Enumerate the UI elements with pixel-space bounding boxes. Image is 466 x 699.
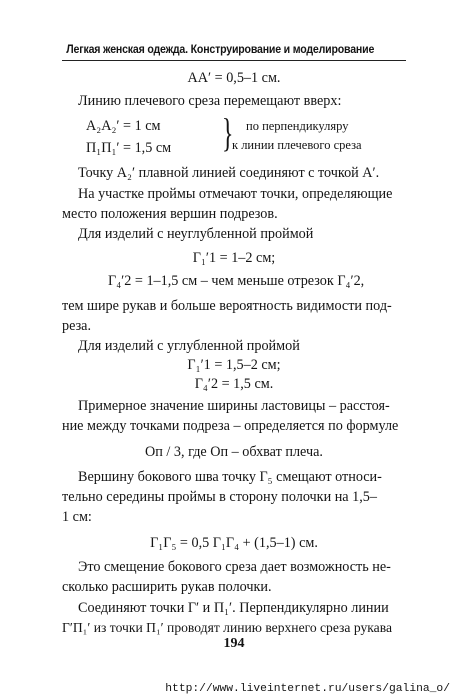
footer-url[interactable]: http://www.liveinternet.ru/users/galina_o/: [165, 683, 450, 695]
formula-p1: П₁П₁′ = 1,5 см: [86, 140, 172, 156]
paragraph-line: Точку A₂′ плавной линией соединяют с точкой A′.: [78, 165, 380, 181]
formula-g4-deep: Г₄′2 = 1,5 см.: [194, 376, 274, 392]
formula-g4: Г₄′2 = 1–1,5 см – чем меньше отрезок Г₄′2,: [108, 273, 365, 289]
formula-a2: A₂A₂′ = 1 см: [86, 118, 161, 134]
paragraph-line: сколько расширить рукав полочки.: [62, 579, 272, 595]
paragraph-line: тем шире рукав и больше вероятность видимости под-: [62, 298, 392, 314]
paragraph-line: Это смещение бокового среза дает возможность не-: [78, 559, 391, 575]
brace: }: [221, 110, 234, 155]
paragraph-line: 1 см:: [62, 509, 92, 525]
page-number: 194: [223, 636, 245, 651]
formula-g1-deep: Г₁′1 = 1,5–2 см;: [187, 357, 281, 373]
running-header: Легкая женская одежда. Конструирование и моделирование: [66, 44, 375, 56]
paragraph-line: Линию плечевого среза перемещают вверх:: [78, 93, 342, 109]
paragraph-line: Соединяют точки Г′ и П₁′. Перпендикулярно линии: [78, 600, 389, 616]
paragraph-line: Для изделий с неуглубленной проймой: [78, 226, 314, 242]
note-shoulder-line: к линии плечевого среза: [232, 138, 362, 152]
paragraph-line: реза.: [62, 318, 92, 334]
paragraph-line: место положения вершин подрезов.: [62, 206, 278, 222]
paragraph-line: На участке проймы отмечают точки, определяющие: [78, 186, 393, 202]
paragraph-line: Г′П₁′ из точки П₁′ проводят линию верхнего среза рукава: [62, 620, 392, 635]
formula-g1g5: Г₁Г₅ = 0,5 Г₁Г₄ + (1,5–1) см.: [150, 535, 318, 551]
formula-op: Oп / 3, где Oп – обхват плеча.: [145, 444, 323, 460]
paragraph-line: тельно середины проймы в сторону полочки на 1,5–: [62, 489, 377, 505]
paragraph-line: Вершину бокового шва точку Г₅ смещают относи-: [78, 469, 382, 485]
paragraph-line: Для изделий с углубленной проймой: [78, 338, 300, 354]
header-rule: [62, 60, 406, 61]
formula-aa: AA′ = 0,5–1 см.: [187, 70, 281, 86]
paragraph-line: ние между точками подреза – определяется по формуле: [62, 418, 399, 434]
note-perpendicular: по перпендикуляру: [246, 119, 349, 133]
formula-g1: Г₁′1 = 1–2 см;: [192, 250, 276, 266]
paragraph-line: Примерное значение ширины ластовицы – расстоя-: [78, 398, 390, 414]
